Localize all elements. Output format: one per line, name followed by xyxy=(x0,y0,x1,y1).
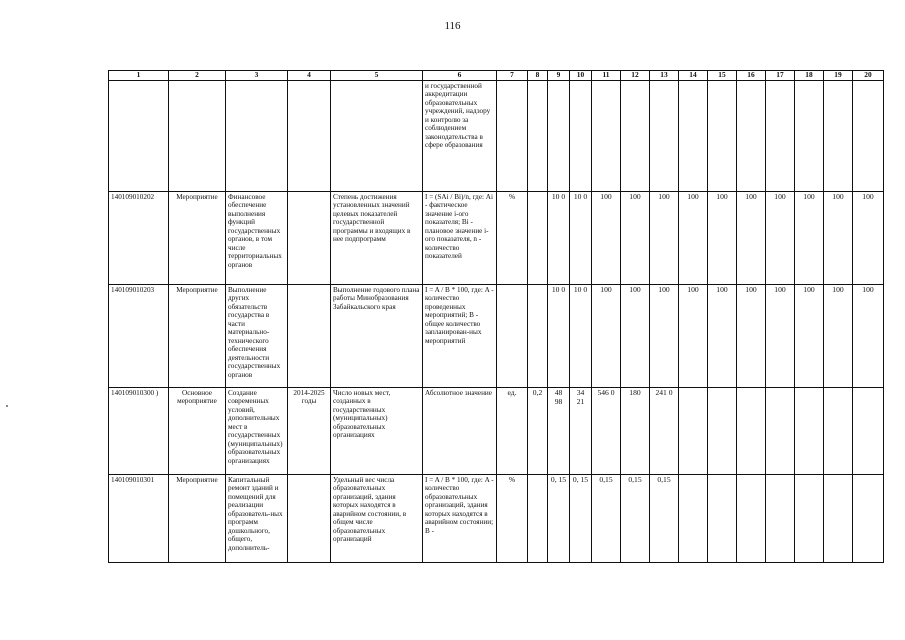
header-cell: 3 xyxy=(226,71,288,81)
value-cell xyxy=(737,475,766,563)
type-cell: Мероприятие xyxy=(169,192,226,285)
header-cell: 20 xyxy=(853,71,884,81)
value-cell: 546 0 xyxy=(592,388,621,475)
unit-cell: % xyxy=(497,475,528,563)
header-cell: 19 xyxy=(824,71,853,81)
period-cell xyxy=(288,475,331,563)
value-cell xyxy=(795,81,824,192)
indicator-cell: Число новых мест, созданных в государственных (муниципальных) образовательных организациях xyxy=(331,388,423,475)
value-cell: 100 xyxy=(592,285,621,388)
value-cell: 100 xyxy=(621,192,650,285)
value-cell: 100 xyxy=(650,192,679,285)
unit-cell xyxy=(497,285,528,388)
value-cell: 100 xyxy=(853,285,884,388)
value-cell: 100 xyxy=(795,285,824,388)
value-cell: 100 xyxy=(737,192,766,285)
header-row xyxy=(109,71,884,81)
value-cell: 241 0 xyxy=(650,388,679,475)
period-cell: 2014-2025 годы xyxy=(288,388,331,475)
value-cell xyxy=(795,475,824,563)
table-row xyxy=(109,388,884,475)
header-cell: 13 xyxy=(650,71,679,81)
value-cell: 100 xyxy=(824,192,853,285)
header-cell: 2 xyxy=(169,71,226,81)
value-cell: 100 xyxy=(795,192,824,285)
unit-cell xyxy=(497,81,528,192)
indicator-cell: Выполнение годового плана работы Минобразования Забайкальского края xyxy=(331,285,423,388)
formula-cell: I = (SAi / Bi)/n, где: Ai - фактическое значение i-ого показателя; Bi - плановое значение i-ого показателя, n - количество показателей xyxy=(423,192,497,285)
header-cell: 15 xyxy=(708,71,737,81)
header-cell: 16 xyxy=(737,71,766,81)
base-cell xyxy=(528,192,548,285)
value-cell xyxy=(679,388,708,475)
value-cell xyxy=(795,388,824,475)
header-cell: 17 xyxy=(766,71,795,81)
value-cell: 10 0 xyxy=(548,285,570,388)
value-cell xyxy=(737,81,766,192)
table-row xyxy=(109,192,884,285)
unit-cell: % xyxy=(497,192,528,285)
value-cell xyxy=(766,81,795,192)
value-cell xyxy=(708,388,737,475)
value-cell: 0, 15 xyxy=(570,475,592,563)
header-cell: 11 xyxy=(592,71,621,81)
scan-speck xyxy=(6,405,8,407)
value-cell: 10 0 xyxy=(548,192,570,285)
table-row xyxy=(109,81,884,192)
value-cell xyxy=(679,475,708,563)
formula-cell: I = A / B * 100, где: A - количество проведенных мероприятий; B - общее количество запланирован-ных мероприятий xyxy=(423,285,497,388)
value-cell xyxy=(766,475,795,563)
value-cell xyxy=(708,81,737,192)
value-cell: 100 xyxy=(650,285,679,388)
value-cell xyxy=(679,81,708,192)
value-cell xyxy=(766,388,795,475)
header-cell: 7 xyxy=(497,71,528,81)
value-cell: 100 xyxy=(621,285,650,388)
header-cell: 18 xyxy=(795,71,824,81)
base-cell xyxy=(528,475,548,563)
value-cell: 100 xyxy=(708,285,737,388)
indicator-cell: Степень достижения установленных значений целевых показателей государственной программы и входящих в нее подпрограмм xyxy=(331,192,423,285)
type-cell: Мероприятие xyxy=(169,475,226,563)
header-cell: 14 xyxy=(679,71,708,81)
base-cell xyxy=(528,81,548,192)
value-cell: 0,15 xyxy=(592,475,621,563)
value-cell: 48 98 xyxy=(548,388,570,475)
value-cell xyxy=(853,81,884,192)
table-row xyxy=(109,285,884,388)
header-cell: 12 xyxy=(621,71,650,81)
formula-cell: Абсолютное значение xyxy=(423,388,497,475)
value-cell: 100 xyxy=(853,192,884,285)
value-cell: 100 xyxy=(708,192,737,285)
base-cell: 0,2 xyxy=(528,388,548,475)
unit-cell: ед. xyxy=(497,388,528,475)
type-cell xyxy=(169,81,226,192)
name-cell: Капитальный ремонт зданий и помещений для реализации образователь-ных программ дошкольного, общего, дополнитель- xyxy=(226,475,288,563)
code-cell: 140109010203 xyxy=(109,285,169,388)
code-cell: 140109010300 ) xyxy=(109,388,169,475)
header-cell: 8 xyxy=(528,71,548,81)
value-cell xyxy=(737,388,766,475)
value-cell: 10 0 xyxy=(570,192,592,285)
value-cell: 100 xyxy=(679,192,708,285)
period-cell xyxy=(288,285,331,388)
value-cell: 0, 15 xyxy=(548,475,570,563)
name-cell xyxy=(226,81,288,192)
value-cell: 100 xyxy=(592,192,621,285)
value-cell: 10 0 xyxy=(570,285,592,388)
header-cell: 9 xyxy=(548,71,570,81)
value-cell xyxy=(570,81,592,192)
data-table xyxy=(108,70,884,563)
indicator-cell: Удельный вес числа образовательных организаций, здания которых находятся в аварийном состоянии, в общем числе образовательных организаций xyxy=(331,475,423,563)
value-cell: 34 21 xyxy=(570,388,592,475)
header-cell: 4 xyxy=(288,71,331,81)
indicator-cell xyxy=(331,81,423,192)
value-cell xyxy=(621,81,650,192)
value-cell xyxy=(824,388,853,475)
name-cell: Выполнение других обязательств государства в части материально-технического обеспечения деятельности государственных органов xyxy=(226,285,288,388)
value-cell: 100 xyxy=(737,285,766,388)
period-cell xyxy=(288,192,331,285)
name-cell: Создание современных условий, дополнительных мест в государственных (муниципальных) образовательных организациях xyxy=(226,388,288,475)
value-cell xyxy=(824,475,853,563)
formula-cell: I = A / B * 100, где: A - количество образовательных организаций, здания которых находятся в аварийном состоянии; B - xyxy=(423,475,497,563)
formula-cell: и государственной аккредитации образовательных учреждений, надзору и контролю за соблюдением законодательства в сфере образования xyxy=(423,81,497,192)
page-number: 116 xyxy=(444,20,461,32)
name-cell: Финансовое обеспечение выполнения функций государственных органов, в том числе территориальных органов xyxy=(226,192,288,285)
value-cell: 100 xyxy=(679,285,708,388)
value-cell: 100 xyxy=(766,192,795,285)
value-cell: 100 xyxy=(766,285,795,388)
value-cell: 0,15 xyxy=(650,475,679,563)
value-cell xyxy=(548,81,570,192)
header-cell: 1 xyxy=(109,71,169,81)
header-cell: 5 xyxy=(331,71,423,81)
value-cell: 0,15 xyxy=(621,475,650,563)
table-row xyxy=(109,475,884,563)
value-cell xyxy=(650,81,679,192)
header-cell: 6 xyxy=(423,71,497,81)
value-cell xyxy=(592,81,621,192)
value-cell: 100 xyxy=(824,285,853,388)
type-cell: Основное мероприятие xyxy=(169,388,226,475)
value-cell xyxy=(853,475,884,563)
code-cell: 140109010301 xyxy=(109,475,169,563)
value-cell xyxy=(853,388,884,475)
base-cell xyxy=(528,285,548,388)
header-cell: 10 xyxy=(570,71,592,81)
value-cell xyxy=(708,475,737,563)
type-cell: Мероприятие xyxy=(169,285,226,388)
value-cell: 180 xyxy=(621,388,650,475)
value-cell xyxy=(824,81,853,192)
code-cell xyxy=(109,81,169,192)
period-cell xyxy=(288,81,331,192)
code-cell: 140109010202 xyxy=(109,192,169,285)
